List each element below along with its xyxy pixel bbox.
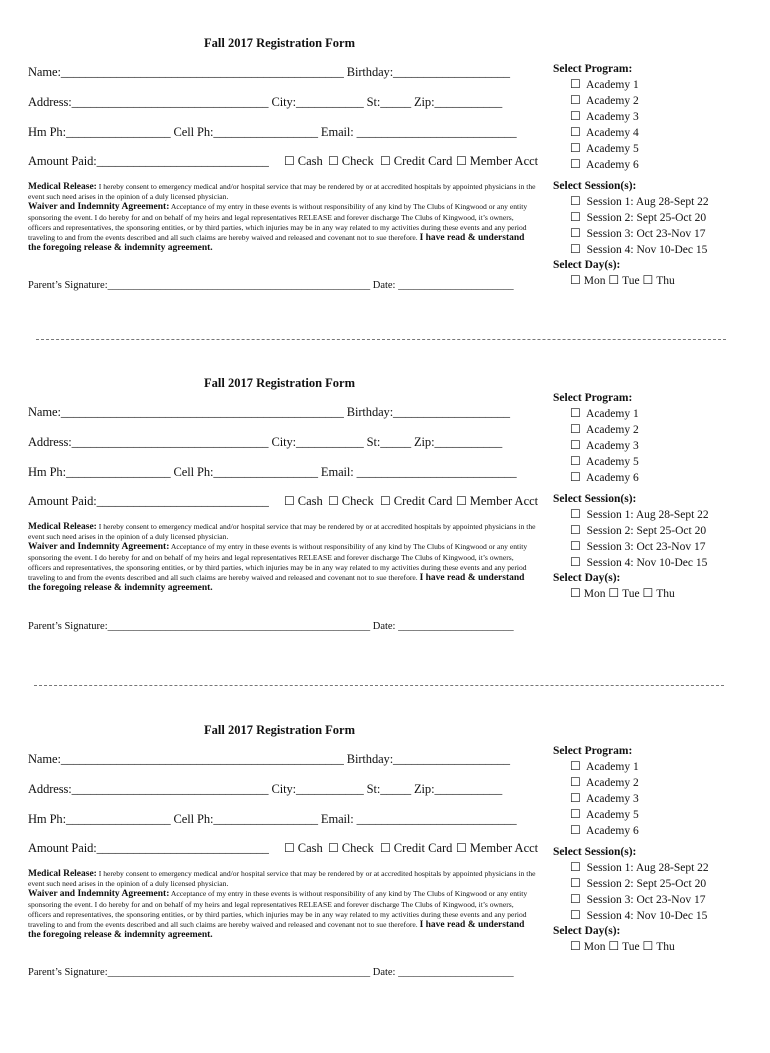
acknowledgement: I have read & understand the foregoing release & indemnity agreement.: [28, 573, 525, 594]
checkbox-icon: ☐: [456, 494, 467, 508]
program-option[interactable]: ☐ Academy 6: [570, 157, 639, 171]
checkbox-icon: ☐: [328, 841, 339, 855]
form-title: Fall 2017 Registration Form: [204, 723, 356, 737]
checkbox-icon: ☐: [570, 438, 581, 452]
payment-member-acct[interactable]: ☐ Member Acct: [456, 494, 539, 508]
checkbox-icon: ☐: [570, 555, 581, 569]
checkbox-icon: ☐: [570, 876, 581, 890]
payment-cash[interactable]: ☐ Cash: [284, 154, 323, 168]
signature-date-line[interactable]: Parent’s Signature:__________________________________________________ Date: ______________________: [28, 967, 514, 978]
checkbox-icon: ☐: [570, 226, 581, 240]
acknowledgement: I have read & understand the foregoing release & indemnity agreement.: [28, 233, 525, 254]
checkbox-icon: ☐: [570, 539, 581, 553]
payment-member-acct[interactable]: ☐ Member Acct: [456, 841, 539, 855]
waiver-heading: Waiver and Indemnity Agreement:: [28, 889, 170, 900]
registration-form-1: [0, 36, 770, 366]
name-birthday-line[interactable]: Name:______________________________________________ Birthday:___________________: [28, 752, 510, 766]
waiver-heading: Waiver and Indemnity Agreement:: [28, 542, 170, 553]
program-option[interactable]: ☐ Academy 5: [570, 807, 639, 821]
checkbox-icon: ☐: [284, 154, 295, 168]
checkbox-icon: ☐: [284, 841, 295, 855]
checkbox-icon: ☐: [570, 892, 581, 906]
checkbox-icon: ☐: [570, 860, 581, 874]
checkbox-icon: ☐: [570, 759, 581, 773]
checkbox-icon: ☐: [328, 494, 339, 508]
cut-line: [36, 339, 726, 340]
options-panel: [553, 744, 709, 955]
waiver-heading: Waiver and Indemnity Agreement:: [28, 202, 170, 213]
checkbox-icon: ☐: [570, 77, 581, 91]
session-option[interactable]: ☐ Session 1: Aug 28-Sept 22: [570, 507, 709, 521]
session-option[interactable]: ☐ Session 2: Sept 25-Oct 20: [570, 210, 707, 224]
checkbox-icon: ☐: [570, 507, 581, 521]
medical-release-text: I hereby consent to emergency medical and/or hospital service that may be rendered by or at accredited hospitals by appointed physicians in the event such need arises in the opinion of a duly licensed physician.: [28, 869, 536, 889]
session-option[interactable]: ☐ Session 2: Sept 25-Oct 20: [570, 523, 707, 537]
registration-form-3: [0, 723, 770, 1053]
address-line[interactable]: Address:________________________________ City:___________ St:_____ Zip:___________: [28, 782, 503, 796]
program-option[interactable]: ☐ Academy 3: [570, 791, 639, 805]
day-options[interactable]: ☐ Mon ☐ Tue ☐ Thu: [570, 586, 675, 600]
payment-check[interactable]: ☐ Check: [328, 154, 374, 168]
cut-line: [34, 685, 724, 686]
checkbox-icon: ☐: [570, 242, 581, 256]
select-session-heading: Select Session(s):: [553, 493, 637, 505]
session-option[interactable]: ☐ Session 3: Oct 23-Nov 17: [570, 539, 706, 553]
checkbox-icon: ☐: [570, 791, 581, 805]
medical-release-text: I hereby consent to emergency medical and/or hospital service that may be rendered by or at accredited hospitals by appointed physicians in the event such need arises in the opinion of a duly licensed physician.: [28, 522, 536, 542]
checkbox-icon: ☐: [456, 154, 467, 168]
checkbox-icon: ☐: [570, 406, 581, 420]
checkbox-icon: ☐: [642, 939, 654, 953]
payment-cash[interactable]: ☐ Cash: [284, 494, 323, 508]
checkbox-icon: ☐: [570, 109, 581, 123]
address-line[interactable]: Address:________________________________ City:___________ St:_____ Zip:___________: [28, 435, 503, 449]
phone-email-line[interactable]: Hm Ph:_________________ Cell Ph:_________________ Email: __________________________: [28, 125, 517, 139]
session-option[interactable]: ☐ Session 3: Oct 23-Nov 17: [570, 226, 706, 240]
waiver-text: Acceptance of my entry in these events is without responsibility of any kind by The Clubs of Kingwood or any entity sponsoring the event. I do hereby for and on behalf of my heirs and legal representatives RELEASE and forever discharge The Clubs of Kingwood, it’s owners, officers and representatives, the sponsoring entities, or by third parties, which injuries may be in any way related to my activities during these events and any period traveling to and from the events described and all such claims are hereby waived and released and covenant not to sue therefore.: [28, 889, 528, 930]
medical-release-heading: Medical Release:: [28, 869, 97, 879]
checkbox-icon: ☐: [570, 775, 581, 789]
program-option[interactable]: ☐ Academy 2: [570, 422, 639, 436]
payment-check[interactable]: ☐ Check: [328, 841, 374, 855]
select-days-heading: Select Day(s):: [553, 925, 621, 937]
checkbox-icon: ☐: [570, 157, 581, 171]
registration-form-2: [0, 376, 770, 706]
options-panel: [553, 62, 709, 289]
checkbox-icon: ☐: [570, 908, 581, 922]
checkbox-icon: ☐: [456, 841, 467, 855]
checkbox-icon: ☐: [608, 939, 620, 953]
checkbox-icon: ☐: [642, 273, 654, 287]
program-option[interactable]: ☐ Academy 1: [570, 77, 639, 91]
checkbox-icon: ☐: [570, 470, 581, 484]
waiver-text: Acceptance of my entry in these events is without responsibility of any kind by The Clubs of Kingwood or any entity sponsoring the event. I do hereby for and on behalf of my heirs and legal representatives RELEASE and forever discharge The Clubs of Kingwood, it’s owners, officers and representatives, the sponsoring entities, or by third parties, which injuries may be in any way related to my activities during these events and any period traveling to and from the events described and all such claims are hereby waived and released and covenant not to sue therefore.: [28, 202, 528, 243]
session-option[interactable]: ☐ Session 1: Aug 28-Sept 22: [570, 860, 709, 874]
payment-credit-card[interactable]: ☐ Credit Card: [380, 841, 453, 855]
checkbox-icon: ☐: [570, 586, 581, 600]
waiver-text: Acceptance of my entry in these events is without responsibility of any kind by The Clubs of Kingwood or any entity sponsoring the event. I do hereby for and on behalf of my heirs and legal representatives RELEASE and forever discharge The Clubs of Kingwood, it’s owners, officers and representatives, the sponsoring entities, or by third parties, which injuries may be in any way related to my activities during these events and any period traveling to and from the events described and all such claims are hereby waived and released and covenant not to sue therefore.: [28, 542, 528, 583]
payment-credit-card[interactable]: ☐ Credit Card: [380, 494, 453, 508]
checkbox-icon: ☐: [570, 273, 581, 287]
payment-member-acct[interactable]: ☐ Member Acct: [456, 154, 539, 168]
checkbox-icon: ☐: [570, 194, 581, 208]
session-option[interactable]: ☐ Session 3: Oct 23-Nov 17: [570, 892, 706, 906]
checkbox-icon: ☐: [570, 939, 581, 953]
select-days-heading: Select Day(s):: [553, 259, 621, 271]
select-program-heading: Select Program:: [553, 392, 633, 404]
form-title: Fall 2017 Registration Form: [204, 376, 356, 390]
signature-date-line[interactable]: Parent’s Signature:__________________________________________________ Date: ______________________: [28, 280, 514, 291]
checkbox-icon: ☐: [328, 154, 339, 168]
checkbox-icon: ☐: [570, 210, 581, 224]
checkbox-icon: ☐: [380, 154, 391, 168]
medical-release-heading: Medical Release:: [28, 522, 97, 532]
address-line[interactable]: Address:________________________________ City:___________ St:_____ Zip:___________: [28, 95, 503, 109]
payment-check[interactable]: ☐ Check: [328, 494, 374, 508]
checkbox-icon: ☐: [284, 494, 295, 508]
checkbox-icon: ☐: [570, 141, 581, 155]
day-options[interactable]: ☐ Mon ☐ Tue ☐ Thu: [570, 273, 675, 287]
medical-release-text: I hereby consent to emergency medical and/or hospital service that may be rendered by or at accredited hospitals by appointed physicians in the event such need arises in the opinion of a duly licensed physician.: [28, 182, 536, 202]
program-option[interactable]: ☐ Academy 3: [570, 109, 639, 123]
medical-release-heading: Medical Release:: [28, 182, 97, 192]
program-option[interactable]: ☐ Academy 5: [570, 141, 639, 155]
release-text: [28, 869, 538, 940]
checkbox-icon: ☐: [570, 523, 581, 537]
program-option[interactable]: ☐ Academy 5: [570, 454, 639, 468]
session-option[interactable]: ☐ Session 4: Nov 10-Dec 15: [570, 242, 708, 256]
program-option[interactable]: ☐ Academy 2: [570, 775, 639, 789]
options-panel: [553, 391, 709, 602]
program-option[interactable]: ☐ Academy 6: [570, 470, 639, 484]
program-option[interactable]: ☐ Academy 4: [570, 125, 639, 139]
session-option[interactable]: ☐ Session 2: Sept 25-Oct 20: [570, 876, 707, 890]
acknowledgement: I have read & understand the foregoing release & indemnity agreement.: [28, 920, 525, 941]
session-option[interactable]: ☐ Session 4: Nov 10-Dec 15: [570, 908, 708, 922]
amount-paid-line[interactable]: Amount Paid:____________________________: [28, 494, 269, 508]
form-title: Fall 2017 Registration Form: [204, 36, 356, 50]
select-session-heading: Select Session(s):: [553, 846, 637, 858]
checkbox-icon: ☐: [642, 586, 654, 600]
checkbox-icon: ☐: [380, 494, 391, 508]
checkbox-icon: ☐: [570, 823, 581, 837]
program-option[interactable]: ☐ Academy 2: [570, 93, 639, 107]
checkbox-icon: ☐: [570, 422, 581, 436]
signature-date-line[interactable]: Parent’s Signature:__________________________________________________ Date: ______________________: [28, 621, 514, 632]
amount-paid-line[interactable]: Amount Paid:____________________________: [28, 841, 269, 855]
session-option[interactable]: ☐ Session 4: Nov 10-Dec 15: [570, 555, 708, 569]
phone-email-line[interactable]: Hm Ph:_________________ Cell Ph:_________________ Email: __________________________: [28, 812, 517, 826]
release-text: [28, 522, 538, 593]
release-text: [28, 182, 538, 253]
session-option[interactable]: ☐ Session 1: Aug 28-Sept 22: [570, 194, 709, 208]
checkbox-icon: ☐: [608, 586, 620, 600]
day-options[interactable]: ☐ Mon ☐ Tue ☐ Thu: [570, 939, 675, 953]
program-option[interactable]: ☐ Academy 1: [570, 759, 639, 773]
checkbox-icon: ☐: [570, 454, 581, 468]
program-option[interactable]: ☐ Academy 1: [570, 406, 639, 420]
phone-email-line[interactable]: Hm Ph:_________________ Cell Ph:_________________ Email: __________________________: [28, 465, 517, 479]
select-days-heading: Select Day(s):: [553, 572, 621, 584]
name-birthday-line[interactable]: Name:______________________________________________ Birthday:___________________: [28, 405, 510, 419]
select-program-heading: Select Program:: [553, 63, 633, 75]
checkbox-icon: ☐: [570, 807, 581, 821]
amount-paid-line[interactable]: Amount Paid:____________________________: [28, 154, 269, 168]
program-option[interactable]: ☐ Academy 6: [570, 823, 639, 837]
payment-credit-card[interactable]: ☐ Credit Card: [380, 154, 453, 168]
checkbox-icon: ☐: [570, 93, 581, 107]
name-birthday-line[interactable]: Name:______________________________________________ Birthday:___________________: [28, 65, 510, 79]
checkbox-icon: ☐: [380, 841, 391, 855]
checkbox-icon: ☐: [608, 273, 620, 287]
program-option[interactable]: ☐ Academy 3: [570, 438, 639, 452]
payment-cash[interactable]: ☐ Cash: [284, 841, 323, 855]
select-session-heading: Select Session(s):: [553, 180, 637, 192]
select-program-heading: Select Program:: [553, 745, 633, 757]
checkbox-icon: ☐: [570, 125, 581, 139]
